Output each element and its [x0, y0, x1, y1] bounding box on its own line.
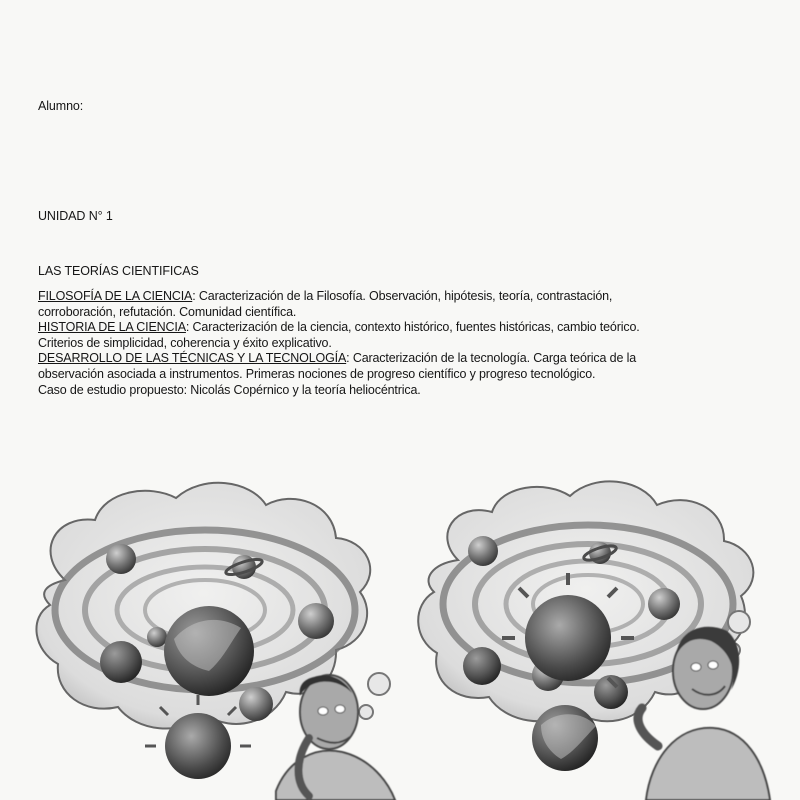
- historia-line-2: Criterios de simplicidad, coherencia y éxito explicativo.: [38, 335, 332, 350]
- desarrollo-line-2: observación asociada a instrumentos. Primeras nociones de progreso científico y progreso tecnológico.: [38, 366, 596, 381]
- right-thought-bubble-1: [728, 611, 750, 633]
- left-illustration: [36, 483, 395, 800]
- desarrollo-line-1: [38, 351, 728, 367]
- left-sun: [165, 713, 231, 779]
- student-label: Alumno:: [38, 99, 84, 113]
- historia-line-1: [38, 320, 728, 336]
- left-planet-2: [298, 603, 334, 639]
- left-planet-1: [106, 544, 136, 574]
- desarrollo-heading: DESARROLLO DE LAS TÉCNICAS Y LA TECNOLOGÍA: [38, 351, 347, 366]
- filosofia-line-2: corroboración, refutación. Comunidad científica.: [38, 304, 297, 319]
- right-illustration: [418, 481, 770, 800]
- right-planet-2: [648, 588, 680, 620]
- caso-line: Caso de estudio propuesto: Nicolás Copérnico y la teoría heliocéntrica.: [38, 382, 421, 397]
- solar-system-illustrations: [0, 460, 800, 800]
- historia-text-1: : Caracterización de la ciencia, contexto histórico, fuentes históricas, cambio teórico.: [185, 320, 640, 335]
- filosofia-text-1: : Caracterización de la Filosofía. Observación, hipótesis, teoría, contrastación,: [192, 289, 613, 303]
- section-title: LAS TEORÍAS CIENTIFICAS: [38, 264, 199, 278]
- unit-title: UNIDAD N° 1: [38, 209, 113, 223]
- desarrollo-text-1: : Caracterización de la tecnología. Carga teórica de la: [346, 351, 637, 366]
- historia-heading: HISTORIA DE LA CIENCIA: [38, 320, 186, 335]
- filosofia-line-1: [38, 289, 728, 305]
- left-planet-3: [100, 641, 142, 683]
- right-sun-center: [525, 595, 611, 681]
- right-planet-1: [468, 536, 498, 566]
- syllabus-text: [38, 289, 728, 398]
- left-thought-bubble-1: [368, 673, 390, 695]
- filosofia-heading: FILOSOFÍA DE LA CIENCIA: [38, 289, 193, 303]
- right-planet-3: [463, 647, 501, 685]
- left-moon: [147, 627, 167, 647]
- left-planet-4: [239, 687, 273, 721]
- left-thought-bubble-2: [359, 705, 373, 719]
